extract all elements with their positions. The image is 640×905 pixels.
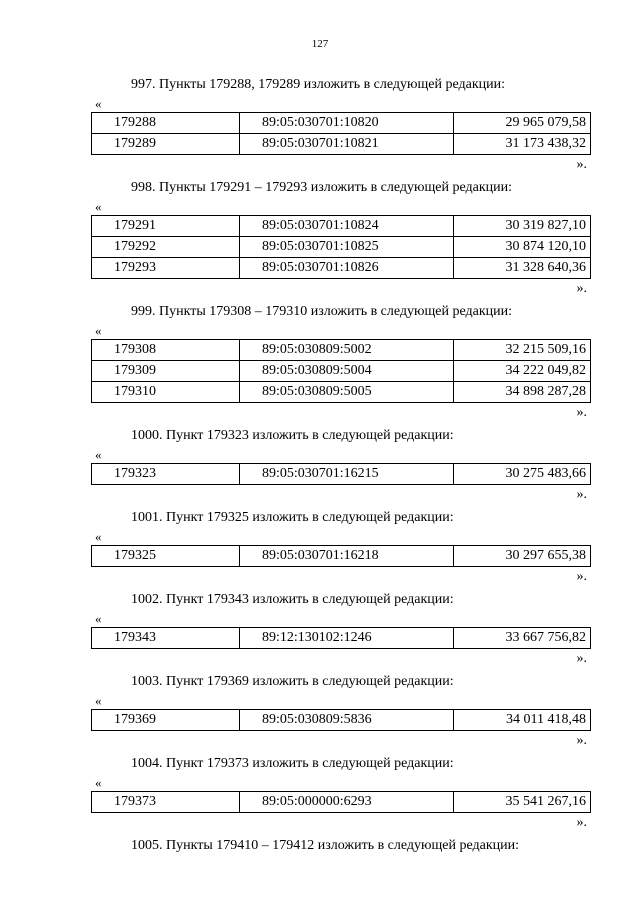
cadastral-number-cell: 89:05:030809:5836 xyxy=(240,710,454,731)
section-heading: 1005. Пункты 179410 – 179412 изложить в следующей редакции: xyxy=(131,838,520,853)
cadastral-number-cell: 89:05:030701:10825 xyxy=(240,237,454,258)
section-heading: 1004. Пункт 179373 изложить в следующей редакции: xyxy=(131,756,454,771)
table-row xyxy=(92,546,591,567)
section-heading: 998. Пункты 179291 – 179293 изложить в следующей редакции: xyxy=(131,180,513,195)
table-row xyxy=(92,382,591,403)
closing-quote: ». xyxy=(576,487,587,502)
value-cell: 30 297 655,38 xyxy=(454,546,591,567)
amendment-section xyxy=(91,753,591,833)
opening-quote: « xyxy=(95,775,102,790)
section-heading: 1000. Пункт 179323 изложить в следующей редакции: xyxy=(131,428,454,443)
section-heading: 1001. Пункт 179325 изложить в следующей редакции: xyxy=(131,510,454,525)
cadastral-number-cell: 89:05:030701:10820 xyxy=(240,113,454,134)
table-row xyxy=(92,628,591,649)
cadastral-number-cell: 89:05:030809:5005 xyxy=(240,382,454,403)
opening-quote: « xyxy=(95,693,102,708)
amendment-table xyxy=(91,791,591,813)
amendment-table xyxy=(91,339,591,403)
cadastral-number-cell: 89:05:030809:5004 xyxy=(240,361,454,382)
cadastral-number-cell: 89:05:030701:10826 xyxy=(240,258,454,279)
value-cell: 34 011 418,48 xyxy=(454,710,591,731)
item-number-cell: 179293 xyxy=(92,258,240,279)
value-cell: 33 667 756,82 xyxy=(454,628,591,649)
item-number-cell: 179325 xyxy=(92,546,240,567)
value-cell: 30 275 483,66 xyxy=(454,464,591,485)
value-cell: 34 898 287,28 xyxy=(454,382,591,403)
item-number-cell: 179291 xyxy=(92,216,240,237)
amendment-section xyxy=(91,301,591,423)
cadastral-number-cell: 89:05:030701:16215 xyxy=(240,464,454,485)
table-row xyxy=(92,113,591,134)
value-cell: 30 319 827,10 xyxy=(454,216,591,237)
amendment-section xyxy=(91,589,591,669)
item-number-cell: 179369 xyxy=(92,710,240,731)
table-row xyxy=(92,464,591,485)
section-heading: 997. Пункты 179288, 179289 изложить в следующей редакции: xyxy=(131,77,506,92)
value-cell: 35 541 267,16 xyxy=(454,792,591,813)
value-cell: 34 222 049,82 xyxy=(454,361,591,382)
closing-quote: ». xyxy=(576,157,587,172)
page-number: 127 xyxy=(311,38,329,50)
section-heading: 1002. Пункт 179343 изложить в следующей редакции: xyxy=(131,592,454,607)
closing-quote: ». xyxy=(576,815,587,830)
opening-quote: « xyxy=(95,447,102,462)
table-row xyxy=(92,792,591,813)
item-number-cell: 179289 xyxy=(92,134,240,155)
item-number-cell: 179288 xyxy=(92,113,240,134)
cadastral-number-cell: 89:05:030809:5002 xyxy=(240,340,454,361)
amendment-section xyxy=(91,425,591,505)
closing-quote: ». xyxy=(576,569,587,584)
item-number-cell: 179292 xyxy=(92,237,240,258)
amendment-table xyxy=(91,215,591,279)
amendment-section xyxy=(91,671,591,751)
amendment-table xyxy=(91,463,591,485)
cadastral-number-cell: 89:05:000000:6293 xyxy=(240,792,454,813)
section-heading: 1003. Пункт 179369 изложить в следующей редакции: xyxy=(131,674,454,689)
value-cell: 31 173 438,32 xyxy=(454,134,591,155)
item-number-cell: 179308 xyxy=(92,340,240,361)
cadastral-number-cell: 89:05:030701:10821 xyxy=(240,134,454,155)
value-cell: 29 965 079,58 xyxy=(454,113,591,134)
amendment-table xyxy=(91,112,591,155)
cadastral-number-cell: 89:12:130102:1246 xyxy=(240,628,454,649)
amendment-table xyxy=(91,627,591,649)
table-row xyxy=(92,258,591,279)
value-cell: 31 328 640,36 xyxy=(454,258,591,279)
amendment-table xyxy=(91,545,591,567)
cadastral-number-cell: 89:05:030701:16218 xyxy=(240,546,454,567)
item-number-cell: 179323 xyxy=(92,464,240,485)
closing-quote: ». xyxy=(576,281,587,296)
opening-quote: « xyxy=(95,199,102,214)
amendment-section xyxy=(91,177,591,299)
opening-quote: « xyxy=(95,96,102,111)
closing-quote: ». xyxy=(576,651,587,666)
item-number-cell: 179343 xyxy=(92,628,240,649)
table-row xyxy=(92,237,591,258)
opening-quote: « xyxy=(95,323,102,338)
table-row xyxy=(92,216,591,237)
table-row xyxy=(92,710,591,731)
value-cell: 32 215 509,16 xyxy=(454,340,591,361)
amendment-table xyxy=(91,709,591,731)
table-row xyxy=(92,361,591,382)
closing-quote: ». xyxy=(576,405,587,420)
table-row xyxy=(92,134,591,155)
cadastral-number-cell: 89:05:030701:10824 xyxy=(240,216,454,237)
amendment-section xyxy=(91,74,591,175)
closing-quote: ». xyxy=(576,733,587,748)
table-row xyxy=(92,340,591,361)
item-number-cell: 179373 xyxy=(92,792,240,813)
opening-quote: « xyxy=(95,529,102,544)
value-cell: 30 874 120,10 xyxy=(454,237,591,258)
opening-quote: « xyxy=(95,611,102,626)
document-body xyxy=(91,74,591,857)
amendment-section xyxy=(91,507,591,587)
section-heading: 999. Пункты 179308 – 179310 изложить в следующей редакции: xyxy=(131,304,513,319)
item-number-cell: 179309 xyxy=(92,361,240,382)
item-number-cell: 179310 xyxy=(92,382,240,403)
